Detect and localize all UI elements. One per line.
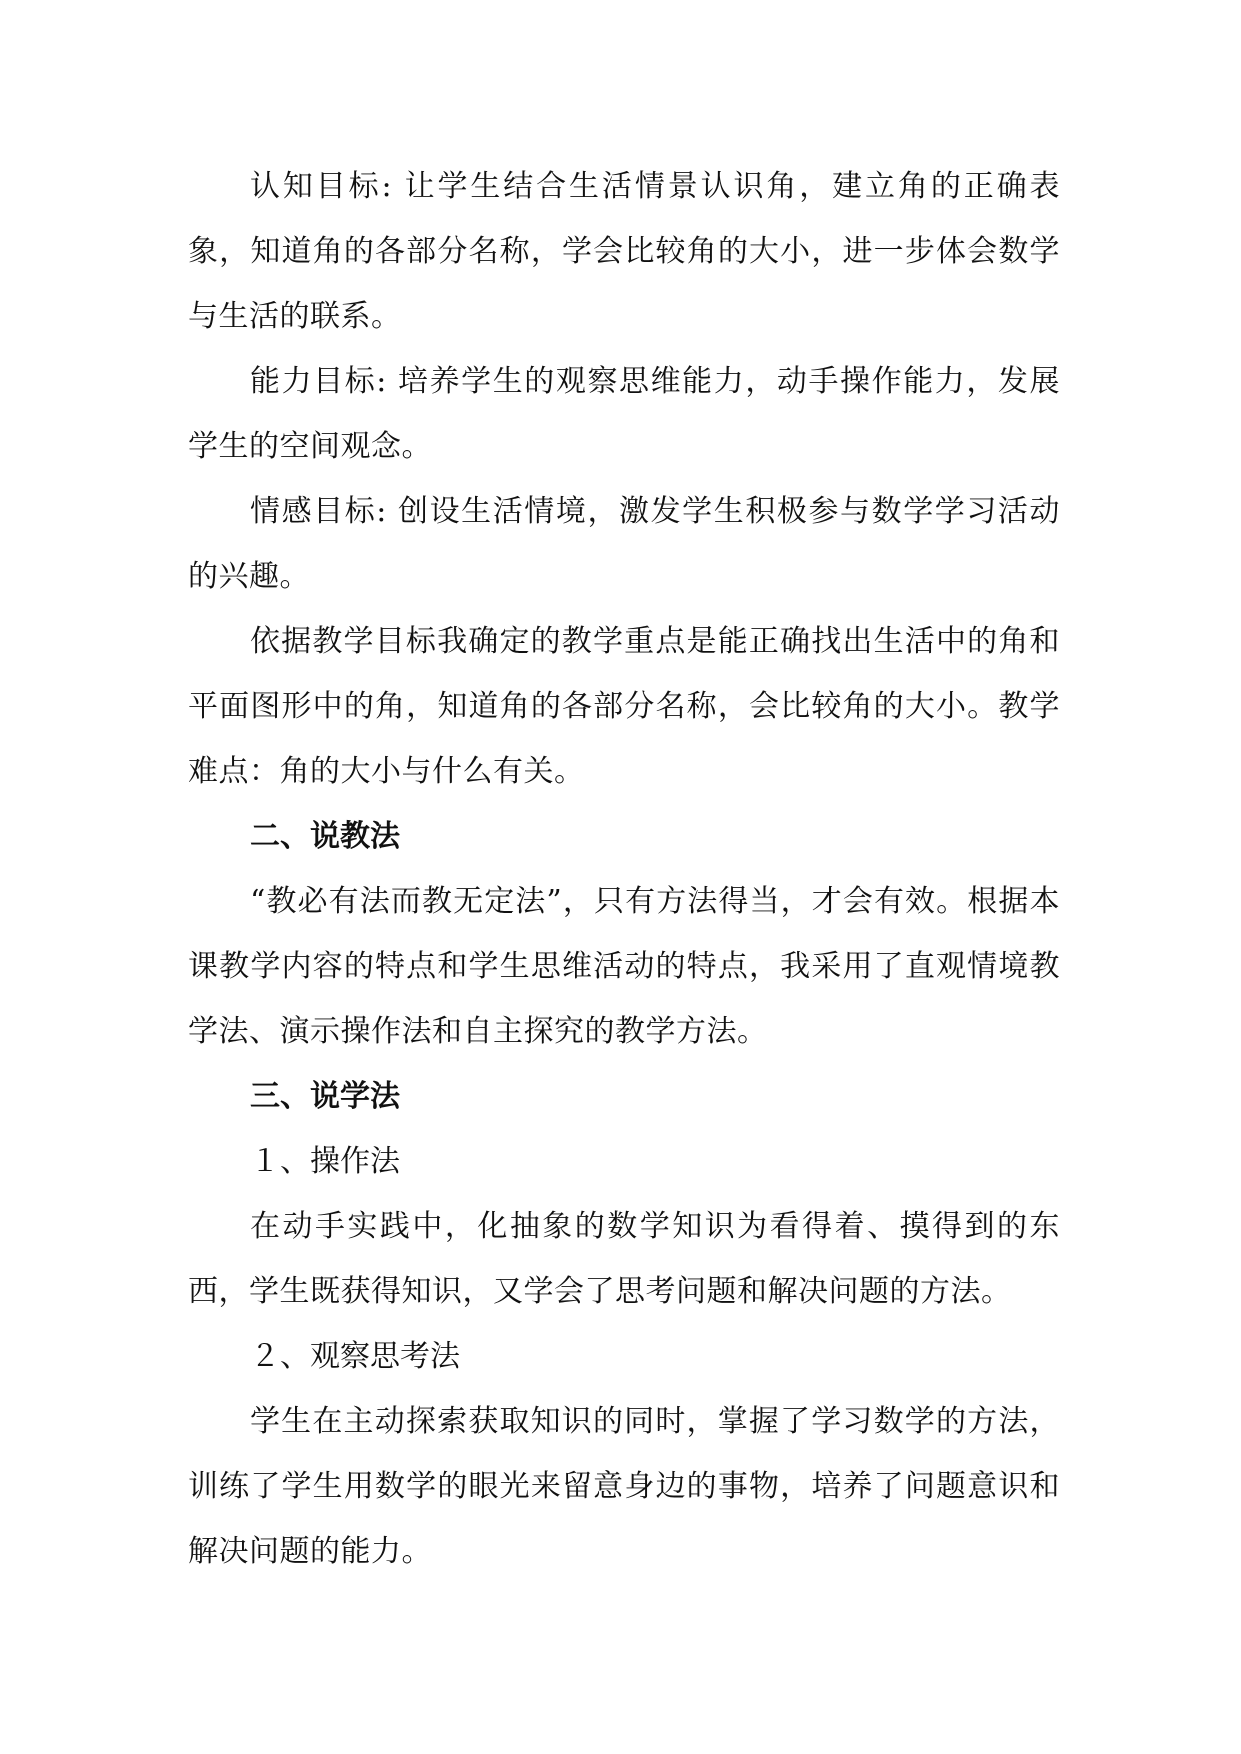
paragraph-key-points: 依据教学目标我确定的教学重点是能正确找出生活中的角和平面图形中的角，知道角的各部分名称，会比较角的大小。教学难点：角的大小与什么有关。 (188, 624, 1060, 789)
paragraph-emotional-goal: 情感目标: 创设生活情境，激发学生积极参与数学学习活动的兴趣。 (188, 494, 1060, 594)
paragraph-cognitive-goal: 认知目标: 让学生结合生活情景认识角，建立角的正确表象，知道角的各部分名称，学会比较角的大小，进一步体会数学与生活的联系。 (188, 169, 1060, 334)
document-body (188, 154, 1060, 1584)
heading-learning-methods: 三、说学法 (250, 1079, 400, 1114)
paragraph-observation-method: 学生在主动探索获取知识的同时，掌握了学习数学的方法，训练了学生用数学的眼光来留意身边的事物，培养了问题意识和解决问题的能力。 (188, 1404, 1060, 1569)
paragraph-teaching-methods: “教必有法而教无定法”，只有方法得当，才会有效。根据本课教学内容的特点和学生思维活动的特点，我采用了直观情境教学法、演示操作法和自主探究的教学方法。 (188, 884, 1060, 1049)
paragraph-ability-goal: 能力目标: 培养学生的观察思维能力，动手操作能力，发展学生的空间观念。 (188, 364, 1060, 464)
paragraph-operation-method: 在动手实践中，化抽象的数学知识为看得着、摸得到的东西，学生既获得知识，又学会了思考问题和解决问题的方法。 (188, 1209, 1060, 1309)
heading-teaching-methods: 二、说教法 (250, 819, 400, 854)
subheading-observation-method: ２、观察思考法 (250, 1339, 460, 1374)
subheading-operation-method: １、操作法 (250, 1144, 400, 1179)
